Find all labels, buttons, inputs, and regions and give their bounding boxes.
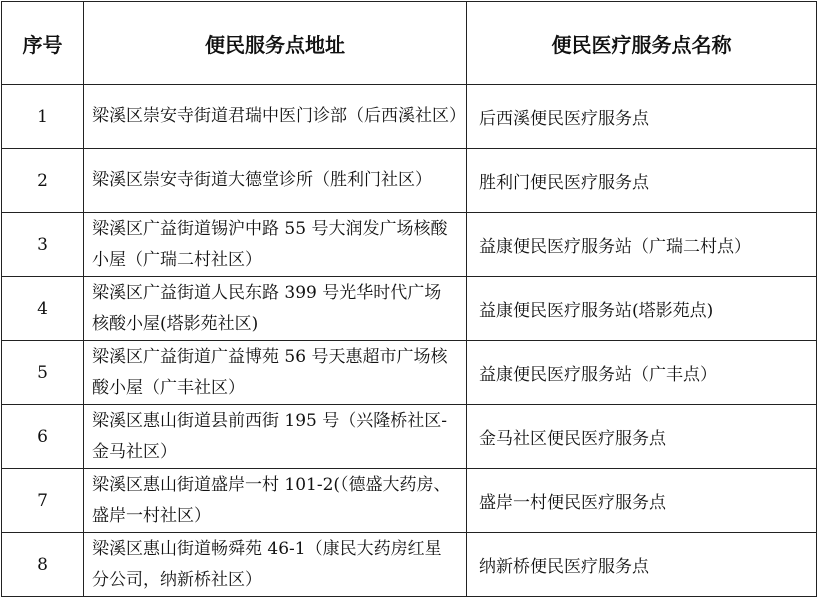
row-serial-number: 2	[2, 149, 84, 213]
header-serial-number: 序号	[2, 2, 84, 85]
row-serial-number: 7	[2, 469, 84, 533]
row-service-point-name: 金马社区便民医疗服务点	[467, 405, 817, 469]
header-service-point-name: 便民医疗服务点名称	[467, 2, 817, 85]
row-address: 梁溪区惠山街道盛岸一村 101-2(（德盛大药房、盛岸一村社区）	[84, 469, 467, 533]
header-row	[2, 2, 817, 85]
row-address: 梁溪区广益街道广益博苑 56 号天惠超市广场核酸小屋（广丰社区）	[84, 341, 467, 405]
row-address: 梁溪区惠山街道畅舜苑 46-1（康民大药房红星分公司，纳新桥社区）	[84, 533, 467, 597]
table-row	[2, 85, 817, 149]
row-address: 梁溪区广益街道锡沪中路 55 号大润发广场核酸小屋（广瑞二村社区）	[84, 213, 467, 277]
row-serial-number: 4	[2, 277, 84, 341]
row-address: 梁溪区惠山街道县前西街 195 号（兴隆桥社区-金马社区）	[84, 405, 467, 469]
row-serial-number: 5	[2, 341, 84, 405]
table-row	[2, 277, 817, 341]
table-row	[2, 213, 817, 277]
table-row	[2, 469, 817, 533]
row-service-point-name: 纳新桥便民医疗服务点	[467, 533, 817, 597]
row-address: 梁溪区崇安寺街道君瑞中医门诊部（后西溪社区）	[84, 85, 467, 149]
row-service-point-name: 胜利门便民医疗服务点	[467, 149, 817, 213]
header-address: 便民服务点地址	[84, 2, 467, 85]
row-service-point-name: 益康便民医疗服务站(塔影苑点)	[467, 277, 817, 341]
table-row	[2, 341, 817, 405]
table-row	[2, 149, 817, 213]
row-address: 梁溪区广益街道人民东路 399 号光华时代广场核酸小屋(塔影苑社区)	[84, 277, 467, 341]
table-body	[2, 85, 817, 597]
row-service-point-name: 盛岸一村便民医疗服务点	[467, 469, 817, 533]
row-serial-number: 8	[2, 533, 84, 597]
service-points-table	[1, 1, 817, 597]
row-serial-number: 6	[2, 405, 84, 469]
row-serial-number: 1	[2, 85, 84, 149]
table-row	[2, 405, 817, 469]
table-header	[2, 2, 817, 85]
row-address: 梁溪区崇安寺街道大德堂诊所（胜利门社区）	[84, 149, 467, 213]
row-service-point-name: 益康便民医疗服务站（广瑞二村点）	[467, 213, 817, 277]
row-serial-number: 3	[2, 213, 84, 277]
row-service-point-name: 后西溪便民医疗服务点	[467, 85, 817, 149]
table-row	[2, 533, 817, 597]
row-service-point-name: 益康便民医疗服务站（广丰点）	[467, 341, 817, 405]
